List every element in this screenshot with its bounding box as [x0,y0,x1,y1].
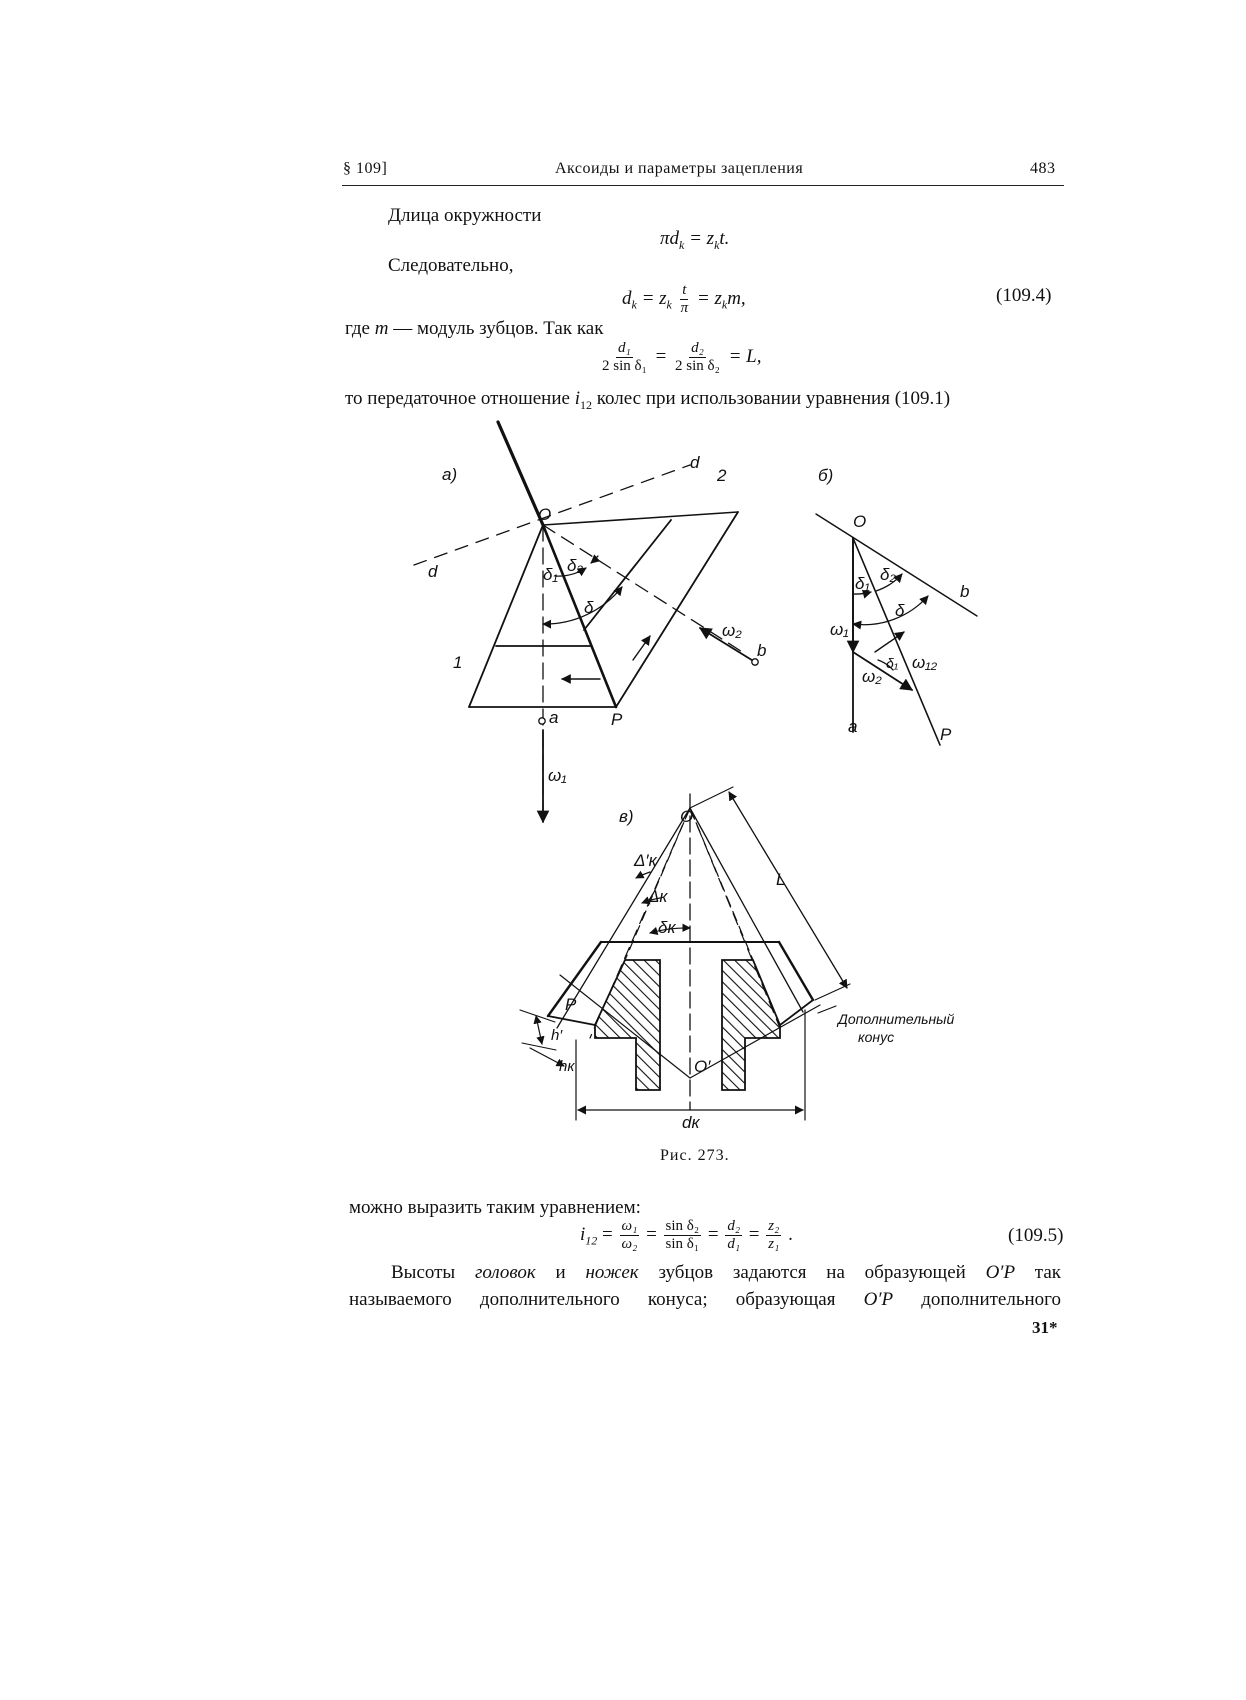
eq3-rhs: = L, [728,345,762,367]
para-therefore: Следовательно, [388,255,514,276]
eq2-frac-den: π [680,300,689,316]
para-circumference: Длица окружности [388,205,542,226]
a-label-omega1: ω₁ [548,766,567,785]
para6-l1a: Высоты [391,1262,475,1283]
b-label-omega12: ω₁₂ [912,653,938,672]
v-h-dimension [536,1016,542,1044]
para6-l1g: так [1015,1262,1062,1283]
v-label-P: P [565,995,577,1014]
eq5-f1-den: ω₂ [621,1236,638,1252]
eq5-frac2 [664,1218,702,1253]
para6-l1f: O′P [985,1262,1016,1283]
para3-rest: — модуль зубцов. Так как [388,318,604,339]
v-gear-section-right [722,960,780,1090]
a-cone2-outer [616,512,738,707]
para6-l1d: ножек [585,1262,639,1283]
eq5-f4-den: z₁ [768,1236,780,1252]
eq2-mid-sub: k [666,297,672,312]
a-label-b: b [757,641,767,660]
para6-l1b: головок [474,1262,536,1283]
eq5-lhs-sub: 12 [585,1233,598,1248]
v-label-dk: dк [682,1113,700,1132]
para3-var: m [374,318,389,339]
para-express: можно выразить таким уравнением: [349,1197,641,1218]
a-point-a [539,718,545,724]
v-label-hk: hк [559,1058,575,1075]
a-axis-thick [498,422,543,525]
b-axis-P [853,538,940,745]
eq2-rhs: = z [692,287,722,309]
v-label-Delta-k: Δк [648,887,668,906]
eq5-f2-den: sin δ₁ [665,1236,700,1252]
equation-cone-length: $\frac{\text{d₁}}{\text{2 sin δ₁}}$ = $\frac{\text{d₂}}{\text{2 sin δ₂}}$ = L, [602,340,762,374]
v-label: в) [619,807,634,826]
a-label-delta1: δ₁ [543,565,558,584]
eq2-lhs-sub: k [631,297,637,312]
eq1-right: t. [719,228,730,249]
v-right-outer [779,942,813,1000]
a-label-1: 1 [453,653,463,672]
a-arc-delta2 [591,556,598,563]
a-arc-delta [543,587,622,624]
eq5-f2-num: sin δ₂ [665,1218,700,1234]
page-number: 483 [1030,160,1056,177]
para6-l1c: и [535,1262,586,1283]
eq2-mid: = z [636,287,667,309]
eq3-f2-den: 2 sin δ₂ [675,358,720,374]
header-title: Аксоиды и параметры зацепления [555,160,804,177]
para6-l2b: O′P [863,1289,894,1310]
eq2-rhs-end: m, [727,287,746,309]
v-label-O-prime: O′ [694,1057,711,1076]
eq2-lhs: d [622,287,632,309]
a-label-delta: δ [584,598,594,617]
para4-var-sub: 12 [579,397,592,412]
para3-prefix: где [345,318,375,339]
eq5-frac3 [725,1218,742,1253]
subfigure-a [414,422,758,822]
a-label-d-top: d [690,453,700,472]
b-label-delta: δ [895,601,905,620]
a-label-delta2: δ₂ [567,556,583,575]
para-heights-line2 [349,1289,1061,1311]
b-label-a: a [848,717,858,736]
para4-rest: колес при использовании уравнения (109.1) [591,388,951,409]
eq3-f1-num: d₁ [618,340,631,356]
a-label-O: O [538,505,552,524]
eq5-lhs: i [580,1223,586,1245]
eq5-frac4 [766,1218,781,1253]
para6-l2a: называемого дополнительного конуса; образующая [349,1289,864,1310]
a-label-a: a [549,708,559,727]
b-label-delta2: δ₂ [880,565,896,584]
header-section: § 109] [343,160,388,177]
signature-mark: 31* [1032,1318,1058,1337]
equation-109-5: $i_{12}$ = $\frac{\text{ω₁}}{\text{ω₂}}$ = $\frac{\text{sin δ₂}}{\text{sin δ₁}}$ = $\frac{\text{d₂}}{\text{d₁}}$ = $\frac{\text{z₂}}{\text{z₁}}$ . [580,1218,793,1252]
a-cone2-top [543,512,738,525]
v-label-Delta-k-prime: Δ′к [634,851,657,870]
a-axis-b [543,525,747,655]
v-right-tooth-base [780,1000,813,1025]
equation-number-109-4: (109.4) [996,285,1052,306]
para6-l2c: дополнительного [893,1289,1061,1310]
v-label-L: L [776,870,786,889]
a-cone1-left [469,525,543,707]
para4-prefix: то передаточное отношение [345,388,575,409]
v-left-tooth-base [548,1016,595,1025]
eq3-f1-den: 2 sin δ₁ [602,358,647,374]
b-arc-delta [853,596,928,625]
b-label: б) [818,466,834,485]
v-L-ext-bottom [815,984,850,1000]
v-label-delta-k: δк [658,918,676,937]
eq1-left-sub: k [679,237,685,252]
eq5-end: . [788,1223,793,1245]
b-label-omega1: ω₁ [830,620,849,639]
a-label-P: P [611,710,623,729]
v-label-O: O [680,807,694,826]
b-label-delta1: δ₁ [855,574,870,593]
equation-number-109-5: (109.5) [1008,1225,1064,1246]
eq1-left: πd [660,228,680,249]
eq5-f4-num: z₂ [768,1218,780,1234]
eq1-eq: = z [684,228,715,249]
eq5-f3-den: d₁ [727,1236,741,1252]
eq5-f1-num: ω₁ [621,1218,638,1234]
b-label-b: b [960,582,970,601]
a-label-2: 2 [717,466,727,485]
eq3-f2-num: d₂ [691,340,704,356]
para4-var: i [574,388,580,409]
b-label-P: P [940,725,952,744]
a-label: а) [442,465,458,484]
a-cone2-inner [584,520,671,630]
para-heights-line1 [349,1262,1061,1284]
v-L-ext-top [690,787,733,808]
para6-l1e: зубцов задаются на образующей [638,1262,986,1283]
figure-caption: Рис. 273. [660,1147,730,1164]
eq5-frac1 [620,1218,640,1253]
b-label-O: O [853,512,867,531]
eq5-f3-num: d₂ [727,1218,741,1234]
v-label-hf: h′ [551,1027,563,1044]
v-label-cone-1: Дополнительный [838,1011,955,1027]
a-label-omega2: ω₂ [722,621,742,640]
eq1-eq-sub: k [714,237,720,252]
v-inner-left [625,808,690,960]
b-label-omega2: ω₂ [862,667,882,686]
v-cone-leader [818,1006,836,1013]
eq2-rhs-sub: k [721,297,728,312]
v-inner-right [690,808,753,960]
b-label-delta1-small: δ₁ [886,655,899,671]
v-gear-section-left [595,960,660,1090]
eq2-frac-num: t [682,282,687,298]
a-label-d-left: d [428,562,438,581]
v-label-cone-2: конус [858,1029,895,1045]
v-h-ext-2 [522,1043,556,1050]
